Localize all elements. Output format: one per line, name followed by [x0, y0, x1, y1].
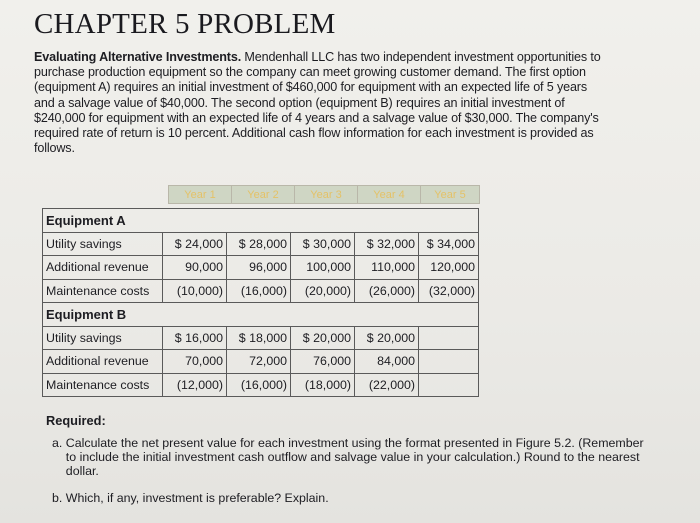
cell: $ 16,000 — [163, 326, 227, 350]
equipment-a-label: Equipment A — [43, 209, 163, 233]
year-header: Year 3 — [295, 186, 358, 204]
question-a-text: Calculate the net present value for each investment using the format presented in Figure 5.2. (Remember to include the initial investment cash outflow and salvage value in your calculation.) Round to the nearest dollar. — [65, 436, 644, 478]
row-label: Utility savings — [43, 232, 163, 256]
intro-line: purchase production equipment so the company can meet growing customer demand. The first option — [34, 65, 586, 80]
intro-line: required rate of return is 10 percent. Additional cash flow information for each investment is provided as — [34, 126, 594, 141]
row-label: Utility savings — [43, 326, 163, 350]
cell: 76,000 — [291, 350, 355, 374]
equipment-b-label: Equipment B — [43, 303, 163, 327]
cell: 120,000 — [419, 256, 479, 280]
cell: 72,000 — [227, 350, 291, 374]
cell: $ 20,000 — [355, 326, 419, 350]
cell: 70,000 — [163, 350, 227, 374]
row-label: Maintenance costs — [43, 279, 163, 303]
question-a — [52, 436, 672, 478]
table-row — [43, 279, 479, 303]
cell: (22,000) — [355, 373, 419, 397]
row-label: Maintenance costs — [43, 373, 163, 397]
cell: $ 28,000 — [227, 232, 291, 256]
table-row — [43, 326, 479, 350]
row-label: Additional revenue — [43, 350, 163, 374]
table-row — [43, 256, 479, 280]
cell: $ 18,000 — [227, 326, 291, 350]
section-row — [43, 303, 479, 327]
table-row — [43, 350, 479, 374]
table-row — [43, 232, 479, 256]
question-b-marker: b. — [52, 491, 63, 505]
year-header: Year 2 — [232, 186, 295, 204]
cell: (12,000) — [163, 373, 227, 397]
cell: $ 34,000 — [419, 232, 479, 256]
question-b — [52, 491, 329, 505]
cell: 96,000 — [227, 256, 291, 280]
required-heading: Required: — [46, 413, 106, 428]
intro-line: (equipment A) requires an initial investment of $460,000 for equipment with an expected life of 5 years — [34, 80, 587, 95]
cell: 90,000 — [163, 256, 227, 280]
cell: (18,000) — [291, 373, 355, 397]
problem-intro — [34, 50, 694, 156]
intro-line: $240,000 for equipment with an expected life of 4 years and a salvage value of $30,000. The company's — [34, 110, 599, 125]
question-a-marker: a. — [52, 436, 63, 450]
intro-line: follows. — [34, 141, 75, 156]
question-b-text: Which, if any, investment is preferable? Explain. — [65, 491, 329, 505]
table-row — [43, 373, 479, 397]
cell: (20,000) — [291, 279, 355, 303]
page-title: CHAPTER 5 PROBLEM — [34, 8, 336, 40]
intro-line: and a salvage value of $40,000. The second option (equipment B) requires an initial investment of — [34, 95, 565, 110]
cell: 110,000 — [355, 256, 419, 280]
cell: 84,000 — [355, 350, 419, 374]
cell: (32,000) — [419, 279, 479, 303]
cash-flow-table — [42, 208, 479, 397]
row-label: Additional revenue — [43, 256, 163, 280]
cell: $ 24,000 — [163, 232, 227, 256]
cell: (10,000) — [163, 279, 227, 303]
year-header: Year 5 — [421, 186, 480, 204]
section-row — [43, 209, 479, 233]
year-header: Year 4 — [358, 186, 421, 204]
cell: (16,000) — [227, 279, 291, 303]
year-header-row — [168, 185, 480, 204]
year-header: Year 1 — [169, 186, 232, 204]
cell: $ 30,000 — [291, 232, 355, 256]
intro-line: Mendenhall LLC has two independent investment opportunities to — [244, 50, 601, 64]
cell: $ 20,000 — [291, 326, 355, 350]
cell: $ 32,000 — [355, 232, 419, 256]
cell: (16,000) — [227, 373, 291, 397]
cell: (26,000) — [355, 279, 419, 303]
cell: 100,000 — [291, 256, 355, 280]
intro-heading: Evaluating Alternative Investments. — [34, 50, 242, 64]
